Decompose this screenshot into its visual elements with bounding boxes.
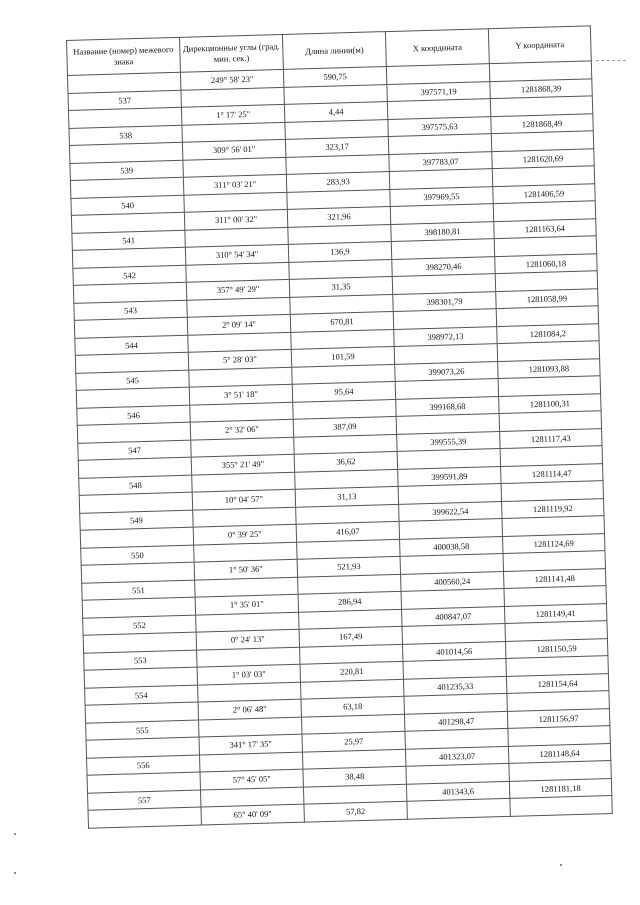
cell-marker-name: 553 — [84, 650, 197, 671]
cell-x-coordinate: 397969,55 — [390, 186, 493, 206]
cell-line-length: 4,44 — [284, 102, 387, 122]
cell-y-coordinate: 1281163,64 — [494, 218, 596, 238]
cell-x-coordinate: 399073,26 — [395, 361, 498, 381]
cell-marker-name: 546 — [77, 405, 190, 426]
cell-y-coordinate: 1281150,59 — [505, 638, 607, 658]
cell-direction-angle: 311° 03' 21" — [183, 174, 286, 194]
cell-line-length: 283,93 — [286, 172, 389, 192]
scan-speck — [560, 864, 562, 866]
cell-line-length: 95,64 — [292, 381, 395, 401]
cell-y-coordinate: 1281093,88 — [498, 358, 600, 378]
cell-line-length: 321,96 — [287, 207, 390, 227]
cell-direction-angle: 1° 03' 03" — [197, 664, 300, 684]
cell-direction-angle: 310° 54' 34" — [185, 244, 288, 264]
cell-y-coordinate — [510, 796, 612, 816]
cell-marker-name: 537 — [68, 90, 181, 111]
cell-y-coordinate: 1281620,69 — [492, 148, 594, 168]
cell-y-coordinate: 1281114,47 — [501, 463, 603, 483]
cell-marker-name: 542 — [73, 265, 186, 286]
cell-y-coordinate: 1281181,18 — [509, 778, 611, 798]
cell-x-coordinate: 401323,07 — [405, 746, 508, 766]
scanned-page — [66, 25, 612, 819]
cell-line-length: 31,35 — [289, 276, 392, 296]
cell-y-coordinate: 1281154,64 — [506, 673, 608, 693]
cell-y-coordinate: 1281119,92 — [502, 498, 604, 518]
cell-marker-name — [88, 807, 201, 828]
cell-direction-angle: 2° 09' 14" — [187, 314, 290, 334]
cell-x-coordinate: 397783,07 — [389, 151, 492, 171]
cell-x-coordinate: 398972,13 — [394, 326, 497, 346]
cell-line-length: 167,49 — [299, 626, 402, 646]
header-y-coordinate: Y координата — [488, 26, 591, 64]
cell-y-coordinate: 1281124,69 — [503, 533, 605, 553]
scan-speck — [14, 872, 16, 874]
cell-marker-name: 544 — [75, 335, 188, 356]
cell-y-coordinate: 1281141,48 — [503, 568, 605, 588]
header-direction-angle: Дирекционные углы (град. мин. сек.) — [179, 34, 283, 72]
scan-artifact-line — [596, 60, 626, 61]
cell-line-length: 323,17 — [285, 137, 388, 157]
table-body — [67, 61, 612, 828]
cell-direction-angle: 5° 28' 03" — [188, 349, 291, 369]
header-marker-name: Название (номер) межевого знака — [67, 37, 181, 75]
cell-marker-name: 541 — [72, 230, 185, 251]
cell-direction-angle: 0° 24' 13" — [196, 629, 299, 649]
cell-line-length: 31,13 — [295, 486, 398, 506]
cell-y-coordinate: 1281406,59 — [493, 183, 595, 203]
cell-line-length: 25,97 — [302, 731, 405, 751]
cell-marker-name: 545 — [76, 370, 189, 391]
cell-direction-angle: 3° 51' 18" — [189, 384, 292, 404]
scan-speck — [14, 833, 16, 835]
cell-line-length: 416,07 — [296, 521, 399, 541]
cell-marker-name: 540 — [71, 195, 184, 216]
cell-marker-name: 548 — [79, 475, 192, 496]
cell-x-coordinate: 397575,63 — [388, 116, 491, 136]
cell-y-coordinate: 1281060,18 — [495, 253, 597, 273]
cell-marker-name: 554 — [85, 685, 198, 706]
cell-marker-name: 547 — [78, 440, 191, 461]
cell-marker-name: 538 — [69, 125, 182, 146]
cell-line-length: 57,82 — [304, 801, 407, 821]
cell-y-coordinate: 1281100,31 — [499, 393, 601, 413]
cell-direction-angle: 249° 58' 23" — [180, 69, 283, 89]
cell-direction-angle: 1° 35' 01" — [195, 594, 298, 614]
cell-line-length: 220,81 — [300, 661, 403, 681]
cell-y-coordinate: 1281084,2 — [497, 323, 599, 343]
cell-x-coordinate: 400560,24 — [401, 571, 504, 591]
cell-x-coordinate: 399555,39 — [397, 431, 500, 451]
cell-direction-angle: 2° 06' 48" — [198, 699, 301, 719]
cell-direction-angle: 65° 40' 09" — [201, 804, 304, 824]
header-line-length: Длина линии(м) — [282, 32, 386, 70]
cell-x-coordinate: 399622,54 — [399, 501, 502, 521]
cell-x-coordinate: 398270,46 — [392, 256, 495, 276]
cell-marker-name: 555 — [86, 720, 199, 741]
cell-y-coordinate: 1281868,49 — [491, 113, 593, 133]
cell-line-length: 590,75 — [283, 67, 386, 87]
boundary-coordinates-table — [66, 25, 613, 828]
cell-x-coordinate: 397571,19 — [387, 81, 490, 101]
cell-direction-angle: 341° 17' 35" — [199, 734, 302, 754]
cell-direction-angle: 1° 17' 25" — [181, 104, 284, 124]
cell-line-length: 63,18 — [301, 696, 404, 716]
cell-direction-angle: 2° 32' 06" — [190, 419, 293, 439]
cell-y-coordinate: 1281148,64 — [508, 743, 610, 763]
cell-marker-name: 551 — [82, 580, 195, 601]
cell-direction-angle: 309° 56' 01" — [182, 139, 285, 159]
cell-line-length: 286,94 — [298, 591, 401, 611]
cell-marker-name: 550 — [81, 545, 194, 566]
cell-line-length: 136,9 — [288, 241, 391, 261]
cell-x-coordinate: 401343,6 — [406, 781, 509, 801]
cell-marker-name: 539 — [70, 160, 183, 181]
cell-x-coordinate — [407, 798, 510, 818]
cell-y-coordinate: 1281117,43 — [500, 428, 602, 448]
cell-direction-angle: 355° 21' 49" — [191, 454, 294, 474]
cell-x-coordinate: 399591,89 — [398, 466, 501, 486]
cell-y-coordinate: 1281868,39 — [490, 78, 592, 98]
cell-x-coordinate: 401235,33 — [403, 676, 506, 696]
cell-direction-angle: 0° 39' 25" — [193, 524, 296, 544]
cell-x-coordinate: 399168,68 — [396, 396, 499, 416]
cell-direction-angle: 311° 00' 32" — [184, 209, 287, 229]
cell-marker-name: 549 — [80, 510, 193, 531]
cell-x-coordinate: 398301,79 — [393, 291, 496, 311]
cell-marker-name: 552 — [83, 615, 196, 636]
cell-x-coordinate: 398180,81 — [391, 221, 494, 241]
cell-direction-angle: 1° 50' 36" — [194, 559, 297, 579]
cell-marker-name: 556 — [87, 755, 200, 776]
cell-x-coordinate: 400847,07 — [402, 606, 505, 626]
cell-x-coordinate: 401298,47 — [404, 711, 507, 731]
cell-line-length: 521,93 — [297, 556, 400, 576]
cell-direction-angle: 10° 04' 57" — [192, 489, 295, 509]
cell-x-coordinate: 401014,56 — [402, 641, 505, 661]
cell-marker-name: 543 — [74, 300, 187, 321]
cell-direction-angle: 57° 45' 05" — [200, 769, 303, 789]
cell-x-coordinate: 400038,58 — [400, 536, 503, 556]
cell-line-length: 38,48 — [303, 766, 406, 786]
header-x-coordinate: X координата — [385, 29, 489, 67]
cell-marker-name: 557 — [88, 790, 201, 811]
cell-line-length: 36,62 — [294, 451, 397, 471]
cell-line-length: 101,59 — [291, 346, 394, 366]
cell-direction-angle: 357° 49' 29" — [186, 279, 289, 299]
cell-line-length: 387,09 — [293, 416, 396, 436]
cell-y-coordinate: 1281058,99 — [496, 288, 598, 308]
cell-line-length: 670,81 — [290, 311, 393, 331]
cell-y-coordinate: 1281149,41 — [504, 603, 606, 623]
cell-y-coordinate: 1281156,97 — [507, 708, 609, 728]
